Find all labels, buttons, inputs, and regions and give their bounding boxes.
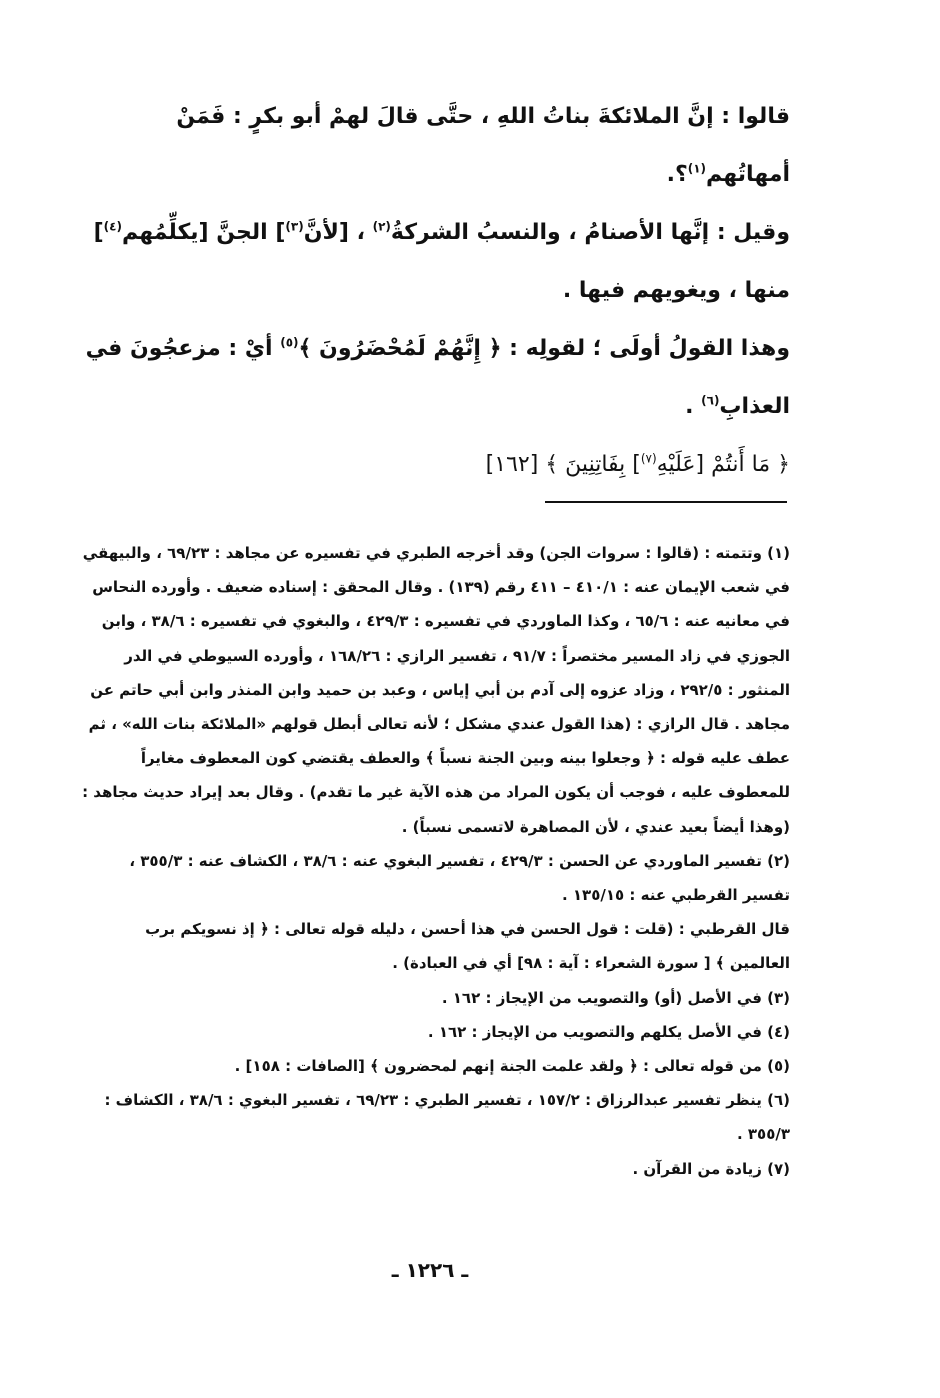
footnote-ref-3: (٣)	[285, 219, 304, 234]
main-paragraph-1	[80, 88, 790, 204]
main-paragraph-3	[80, 320, 790, 436]
footnotes	[80, 536, 790, 1186]
footnote-1: (١) وتتمته : (قالوا : سروات الجن) وقد أخرجه الطبري في تفسيره عن مجاهد : ٦٩/٢٣ ، والبيهقي في شعب الإيمان عنه : ٤١٠/١ – ٤١١ رقم (١٣٩) . وقال المحقق : إسناده ضعيف . وأورده النحاس في معانيه عنه : ٦٥/٦ ، وكذا الماوردي في تفسيره : ٤٢٩/٣ ، والبغوي في تفسيره : ٣٨/٦ ، وابن الجوزي في زاد المسير مختصراً : ٩١/٧ ، تفسير الرازي : ١٦٨/٢٦ ، وأورده السيوطي في الدر المنثور : ٢٩٢/٥ ، وزاد عزوه إلى آدم بن أبي إياس ، وعبد بن حميد وابن المنذر وابن أبي حاتم عن مجاهد . قال الرازي : (هذا القول عندي مشكل ؛ لأنه تعالى أبطل قولهم «الملائكة بنات الله» ، ثم عطف عليه قوله : ﴿ وجعلوا بينه وبين الجنة نسباً ﴾ والعطف يقتضي كون المعطوف مغايراً للمعطوف عليه ، فوجب أن يكون المراد من هذه الآية غير ما تقدم) . وقال بعد إيراد حديث مجاهد : (وهذا أيضاً بعيد عندي ، لأن المصاهرة لاتسمى نسباً) .	[82, 544, 790, 836]
main-text-segment: ؟.	[666, 162, 688, 187]
main-text-segment: وقيل : إنَّها الأصنامُ ، والنسبُ الشركةُ	[390, 220, 790, 245]
main-text-segment: ] الجنَّ [يكلِّمُهم	[121, 220, 286, 245]
footnote-ref-7: (٧)	[640, 451, 657, 466]
footnote-ref-4: (٤)	[103, 219, 122, 234]
footnote-3: (٣) في الأصل (أو) والتصويب من الإيجاز : ١٦٢ .	[441, 988, 790, 1007]
main-text	[80, 88, 790, 494]
main-text-segment: .	[685, 394, 694, 419]
quran-verse	[80, 436, 790, 494]
main-text-segment: ، [لأنَّ	[303, 220, 365, 245]
verse-segment: ﴿ مَا أَنتُمْ [عَلَيْهِ	[656, 452, 790, 477]
main-text-segment: ] منها ، ويغويهم فيها .	[93, 220, 790, 303]
footnote-divider	[545, 501, 787, 503]
main-text-segment: وهذا القولُ أولَى ؛ لقولِه : ﴿ إِنَّهُمْ لَمُحْضَرُونَ ﴾	[298, 336, 790, 361]
footnote-7: (٧) زيادة من القرآن .	[632, 1159, 790, 1178]
footnote-4: (٤) في الأصل يكلهم والتصويب من الإيجاز : ١٦٢ .	[427, 1022, 790, 1041]
main-text-segment: أيْ : مزعجُونَ في العذابِ	[85, 336, 790, 419]
main-paragraph-2	[80, 204, 790, 320]
page-number: ـ ١٢٢٦ ـ	[391, 1258, 469, 1282]
footnote-ref-2: (٢)	[372, 219, 391, 234]
footnote-5: (٥) من قوله تعالى : ﴿ ولقد علمت الجنة إنهم لمحضرون ﴾ [الصافات : ١٥٨] .	[234, 1057, 790, 1076]
footnote-6: (٦) ينظر تفسير عبدالرزاق : ١٥٧/٢ ، تفسير الطبري : ٦٩/٢٣ ، تفسير البغوي : ٣٨/٦ ، الكشاف : ٣٥٥/٣ .	[104, 1091, 790, 1144]
footnote-ref-1: (١)	[687, 161, 707, 176]
footnote-2-continued: قال القرطبي : (قلت : قول الحسن في هذا أحسن ، دليله قوله تعالى : ﴿ إذ نسويكم برب العالمين ﴾ [ سورة الشعراء : آية : ٩٨] أي في العبادة) .	[145, 920, 790, 973]
main-text-segment: قالوا : إنَّ الملائكةَ بناتُ اللهِ ، حتَّى قالَ لهمْ أبو بكرٍ : فَمَنْ أمهاتُهم	[176, 104, 790, 187]
verse-segment: ] بِفَاتِنِينَ ﴾ [١٦٢]	[485, 452, 641, 477]
footnote-ref-6: (٦)	[701, 393, 720, 408]
footnote-ref-5: (٥)	[280, 335, 299, 350]
footnote-2: (٢) تفسير الماوردي عن الحسن : ٤٢٩/٣ ، تفسير البغوي عنه : ٣٨/٦ ، الكشاف عنه : ٣٥٥/٣ ، تفسير القرطبي عنه : ١٣٥/١٥ .	[129, 851, 790, 905]
